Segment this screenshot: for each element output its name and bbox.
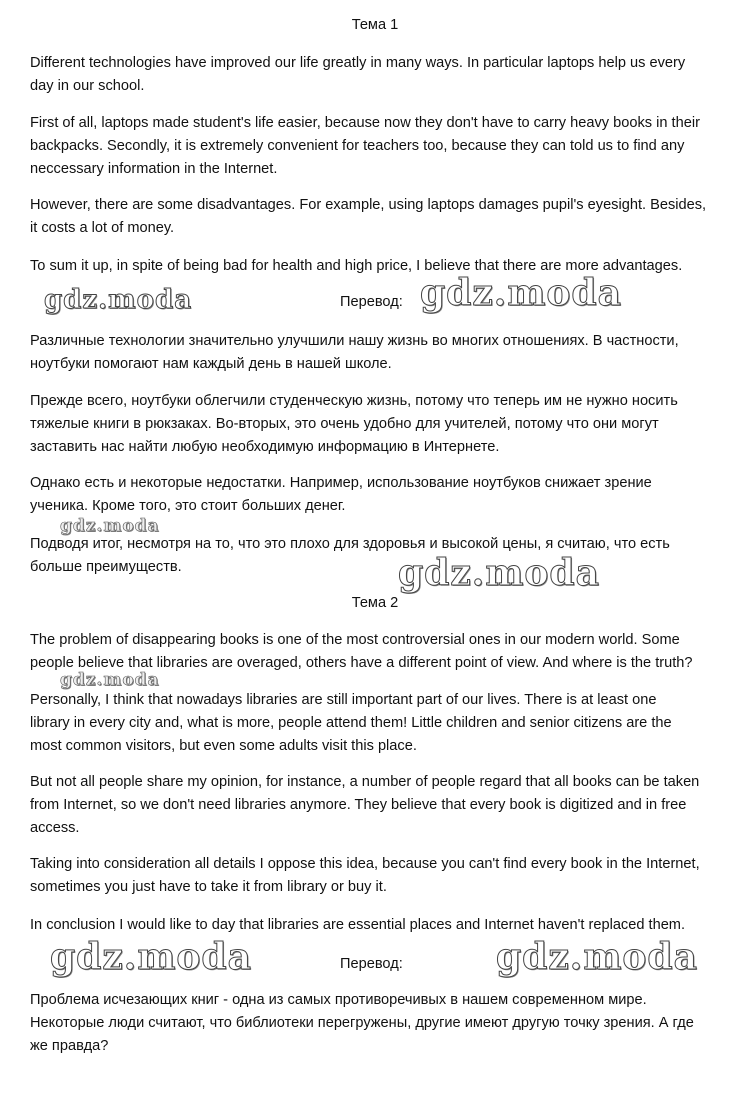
- watermark-logo: gdz.moda: [60, 670, 160, 690]
- topic2-en-paragraph-3: But not all people share my opinion, for instance, a number of people regard that all books can be taken from Internet, so we don't need libraries anymore. They believe that every book is digitized and in free access.: [30, 774, 700, 836]
- topic2-ru-paragraph-1: Проблема исчезающих книг - одна из самых противоречивых в нашем современном мире. Некоторые люди считают, что библиотеки перегружены, другие имеют другую точку зрения. А где же правда?: [30, 992, 694, 1054]
- topic2-en-paragraph-4: Taking into consideration all details I oppose this idea, because you can't find every book in the Internet, sometimes you just have to take it from library or buy it.: [30, 856, 700, 895]
- topic2-en-paragraph-1: The problem of disappearing books is one of the most controversial ones in our modern world. Some people believe that libraries are overaged, others have a different point of view. And where is the truth?: [30, 632, 693, 671]
- topic2-translation-label: Перевод:: [340, 956, 403, 972]
- topic2-heading: Тема 2: [351, 595, 399, 611]
- topic1-ru-paragraph-3: Однако есть и некоторые недостатки. Например, использование ноутбуков снижает зрение ученика. Кроме того, это стоит больших денег.: [30, 475, 652, 514]
- topic1-en-paragraph-3: However, there are some disadvantages. For example, using laptops damages pupil's eyesight. Besides, it costs a lot of money.: [30, 197, 707, 236]
- watermark-logo: gdz.moda: [44, 285, 193, 315]
- watermark-logo: gdz.moda: [50, 936, 252, 978]
- topic1-en-paragraph-1: Different technologies have improved our life greatly in many ways. In particular laptops help us every day in our school.: [30, 55, 686, 94]
- topic1-translation-label: Перевод:: [340, 294, 403, 310]
- topic1-en-paragraph-2: First of all, laptops made student's life easier, because now they don't have to carry heavy books in their backpacks. Secondly, it is extremely convenient for teachers too, because they can told us to find any neccessary information in the Internet.: [30, 115, 700, 177]
- watermark-logo: gdz.moda: [420, 272, 622, 314]
- topic1-heading: Тема 1: [351, 17, 399, 33]
- topic2-en-paragraph-2: Personally, I think that nowadays libraries are still important part of our lives. There is at least one library in every city and, what is more, people attend them! Little children and senior citizens are the most common visitors, but even some adults visit this place.: [30, 692, 672, 754]
- topic2-en-paragraph-5: In conclusion I would like to day that libraries are essential places and Internet haven't replaced them.: [30, 917, 686, 933]
- watermark-logo: gdz.moda: [398, 552, 600, 594]
- topic1-ru-paragraph-2: Прежде всего, ноутбуки облегчили студенческую жизнь, потому что теперь им не нужно носить тяжелые книги в рюкзаках. Во-вторых, это очень удобно для учителей, потому что они могут заставить нас найти любую необходимую информацию в Интернете.: [30, 393, 678, 455]
- topic1-ru-paragraph-1: Различные технологии значительно улучшили нашу жизнь во многих отношениях. В частности, ноутбуки помогают нам каждый день в нашей школе.: [30, 333, 679, 372]
- watermark-logo: gdz.moda: [496, 936, 698, 978]
- watermark-logo: gdz.moda: [60, 516, 160, 536]
- topic1-ru-paragraph-4: Подводя итог, несмотря на то, что это плохо для здоровья и высокой цены, я считаю, что есть больше преимуществ.: [30, 536, 670, 575]
- topic1-en-paragraph-4: To sum it up, in spite of being bad for health and high price, I believe that there are more advantages.: [30, 258, 683, 274]
